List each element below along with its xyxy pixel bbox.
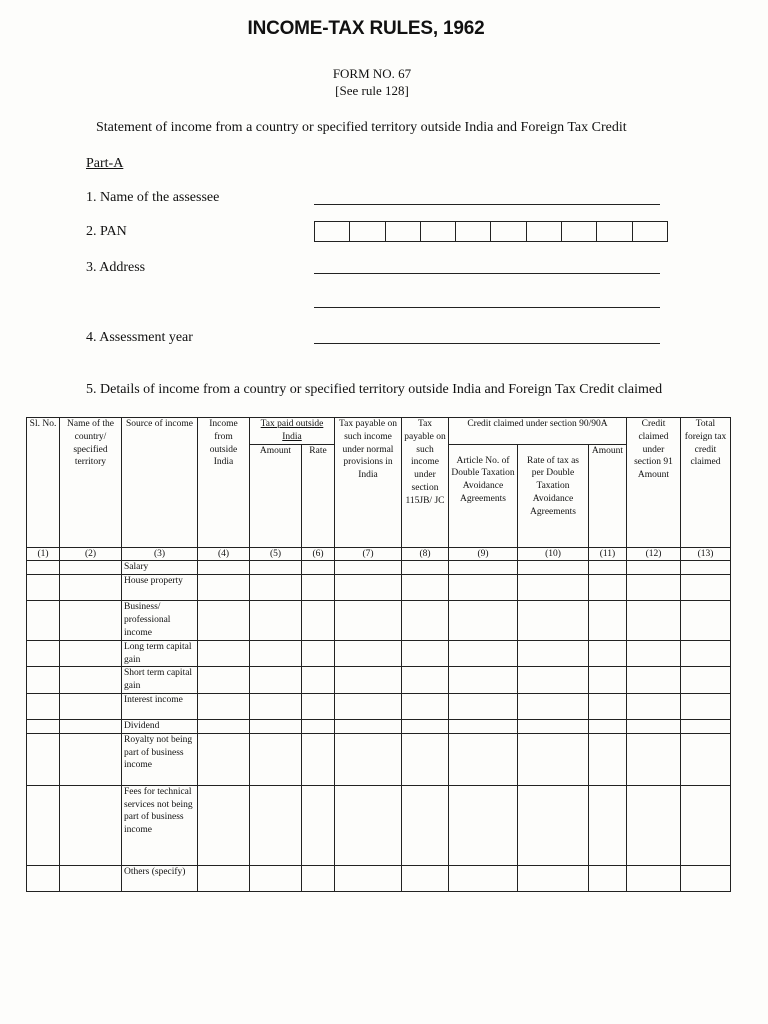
input-cell[interactable]: [589, 601, 627, 640]
pan-char-box[interactable]: [456, 222, 491, 241]
input-cell[interactable]: [250, 640, 302, 667]
form-statement: Statement of income from a country or specified territory outside India and Foreign Tax Credit: [96, 120, 627, 135]
input-cell[interactable]: [60, 640, 122, 667]
column-number: (11): [589, 547, 627, 561]
input-cell[interactable]: [589, 575, 627, 601]
source-label: Business/ professional income: [122, 601, 198, 640]
assessee-name-field[interactable]: [314, 204, 660, 205]
input-cell[interactable]: [198, 667, 250, 694]
source-label: Long term capital gain: [122, 640, 198, 667]
input-cell[interactable]: [627, 865, 681, 891]
table-row: [27, 601, 731, 640]
input-cell[interactable]: [402, 561, 449, 575]
input-cell[interactable]: [681, 601, 731, 640]
input-cell[interactable]: [250, 865, 302, 891]
source-label: Royalty not being part of business income: [122, 733, 198, 785]
input-cell[interactable]: [589, 561, 627, 575]
input-cell[interactable]: [27, 785, 60, 865]
input-cell[interactable]: [449, 865, 518, 891]
input-cell[interactable]: [681, 561, 731, 575]
source-label: Salary: [122, 561, 198, 575]
input-cell[interactable]: [518, 865, 589, 891]
input-cell[interactable]: [518, 785, 589, 865]
pan-char-box[interactable]: [491, 222, 526, 241]
header-credit-91: Credit claimed under section 91 Amount: [627, 418, 681, 548]
input-cell[interactable]: [60, 667, 122, 694]
table-row: [27, 785, 731, 865]
input-cell[interactable]: [302, 785, 335, 865]
input-cell[interactable]: [627, 601, 681, 640]
input-cell[interactable]: [250, 601, 302, 640]
input-cell[interactable]: [449, 667, 518, 694]
pan-label: 2. PAN: [86, 224, 127, 239]
column-number: (13): [681, 547, 731, 561]
input-cell[interactable]: [198, 561, 250, 575]
input-cell[interactable]: [335, 601, 402, 640]
input-cell[interactable]: [627, 719, 681, 733]
table-row: [27, 733, 731, 785]
header-source: Source of income: [122, 418, 198, 548]
input-cell[interactable]: [627, 693, 681, 719]
source-label: Fees for technical services not being part of business income: [122, 785, 198, 865]
pan-char-box[interactable]: [421, 222, 456, 241]
column-number: (6): [302, 547, 335, 561]
source-label: Others (specify): [122, 865, 198, 891]
source-label: Dividend: [122, 719, 198, 733]
input-cell[interactable]: [402, 693, 449, 719]
input-cell[interactable]: [402, 601, 449, 640]
pan-char-box[interactable]: [597, 222, 632, 241]
input-cell[interactable]: [449, 575, 518, 601]
column-number: (10): [518, 547, 589, 561]
pan-char-box[interactable]: [633, 222, 667, 241]
table-row: [27, 640, 731, 667]
input-cell[interactable]: [681, 733, 731, 785]
column-number: (1): [27, 547, 60, 561]
part-a-heading: Part-A: [86, 156, 124, 171]
table-row: [27, 865, 731, 891]
input-cell[interactable]: [449, 640, 518, 667]
input-cell[interactable]: [335, 693, 402, 719]
input-cell[interactable]: [589, 667, 627, 694]
pan-char-box[interactable]: [350, 222, 385, 241]
input-cell[interactable]: [198, 693, 250, 719]
input-cell[interactable]: [518, 561, 589, 575]
input-cell[interactable]: [198, 865, 250, 891]
input-cell[interactable]: [27, 733, 60, 785]
input-cell[interactable]: [518, 693, 589, 719]
input-cell[interactable]: [302, 640, 335, 667]
input-cell[interactable]: [250, 693, 302, 719]
input-cell[interactable]: [302, 693, 335, 719]
input-cell[interactable]: [681, 575, 731, 601]
column-number: (9): [449, 547, 518, 561]
input-cell[interactable]: [627, 733, 681, 785]
input-cell[interactable]: [335, 719, 402, 733]
input-cell[interactable]: [250, 561, 302, 575]
input-cell[interactable]: [27, 693, 60, 719]
input-cell[interactable]: [449, 601, 518, 640]
input-cell[interactable]: [60, 785, 122, 865]
address-line-1[interactable]: [314, 273, 660, 274]
input-cell[interactable]: [198, 785, 250, 865]
input-cell[interactable]: [589, 719, 627, 733]
input-cell[interactable]: [335, 667, 402, 694]
input-cell[interactable]: [27, 561, 60, 575]
input-cell[interactable]: [335, 640, 402, 667]
input-cell[interactable]: [60, 733, 122, 785]
assessment-year-label: 4. Assessment year: [86, 330, 193, 345]
header-credit-amount: Amount: [589, 444, 627, 547]
column-number: (8): [402, 547, 449, 561]
assessment-year-field[interactable]: [314, 343, 660, 344]
input-cell[interactable]: [589, 865, 627, 891]
input-cell[interactable]: [335, 575, 402, 601]
input-cell[interactable]: [250, 719, 302, 733]
input-cell[interactable]: [518, 601, 589, 640]
table-row: [27, 561, 731, 575]
input-cell[interactable]: [302, 561, 335, 575]
input-cell[interactable]: [60, 693, 122, 719]
input-cell[interactable]: [27, 640, 60, 667]
column-number: (5): [250, 547, 302, 561]
header-total: Total foreign tax credit claimed: [681, 418, 731, 548]
document-title: INCOME-TAX RULES, 1962: [247, 18, 485, 39]
input-cell[interactable]: [627, 575, 681, 601]
input-cell[interactable]: [198, 640, 250, 667]
header-country: Name of the country/ specified territory: [60, 418, 122, 548]
input-cell[interactable]: [627, 561, 681, 575]
input-cell[interactable]: [518, 719, 589, 733]
header-income: Income from outside India: [198, 418, 250, 548]
input-cell[interactable]: [302, 667, 335, 694]
input-cell[interactable]: [449, 693, 518, 719]
header-normal: Tax payable on such income under normal provisions in India: [335, 418, 402, 548]
input-cell[interactable]: [681, 865, 731, 891]
input-cell[interactable]: [402, 575, 449, 601]
table-row: [27, 575, 731, 601]
address-label: 3. Address: [86, 260, 146, 275]
input-cell[interactable]: [302, 601, 335, 640]
column-number: (3): [122, 547, 198, 561]
input-cell[interactable]: [518, 667, 589, 694]
input-cell[interactable]: [250, 733, 302, 785]
section5-title: 5. Details of income from a country or specified territory outside India and Foreign Tax Credit claimed: [86, 382, 663, 397]
input-cell[interactable]: [681, 719, 731, 733]
input-cell[interactable]: [335, 733, 402, 785]
input-cell[interactable]: [518, 733, 589, 785]
input-cell[interactable]: [681, 640, 731, 667]
form-number: FORM NO. 67: [332, 66, 412, 81]
input-cell[interactable]: [681, 693, 731, 719]
input-cell[interactable]: [250, 575, 302, 601]
input-cell[interactable]: [627, 640, 681, 667]
header-tax-paid: [250, 418, 335, 445]
column-number: (2): [60, 547, 122, 561]
header-rate: Rate: [302, 444, 335, 547]
input-cell[interactable]: [589, 733, 627, 785]
table-row: [27, 667, 731, 694]
pan-field[interactable]: [314, 221, 668, 242]
pan-char-box[interactable]: [386, 222, 421, 241]
input-cell[interactable]: [518, 640, 589, 667]
header-section115: Tax payable on such income under section 115JB/ JC: [402, 418, 449, 548]
input-cell[interactable]: [60, 575, 122, 601]
input-cell[interactable]: [302, 733, 335, 785]
header-article: Article No. of Double Taxation Avoidance Agreements: [449, 444, 518, 547]
input-cell[interactable]: [60, 865, 122, 891]
input-cell[interactable]: [449, 561, 518, 575]
input-cell[interactable]: [449, 719, 518, 733]
input-cell[interactable]: [589, 693, 627, 719]
input-cell[interactable]: [449, 785, 518, 865]
input-cell[interactable]: [335, 865, 402, 891]
input-cell[interactable]: [198, 733, 250, 785]
input-cell[interactable]: [449, 733, 518, 785]
input-cell[interactable]: [681, 667, 731, 694]
input-cell[interactable]: [250, 667, 302, 694]
input-cell[interactable]: [27, 575, 60, 601]
input-cell[interactable]: [27, 865, 60, 891]
input-cell[interactable]: [250, 785, 302, 865]
header-rate-dtaa: Rate of tax as per Double Taxation Avoidance Agreements: [518, 444, 589, 547]
input-cell[interactable]: [402, 785, 449, 865]
assessee-name-label: 1. Name of the assessee: [86, 190, 220, 205]
column-number: (4): [198, 547, 250, 561]
input-cell[interactable]: [627, 667, 681, 694]
input-cell[interactable]: [302, 865, 335, 891]
address-line-2[interactable]: [314, 307, 660, 308]
input-cell[interactable]: [627, 785, 681, 865]
input-cell[interactable]: [27, 601, 60, 640]
input-cell[interactable]: [60, 719, 122, 733]
input-cell[interactable]: [198, 575, 250, 601]
input-cell[interactable]: [589, 640, 627, 667]
source-label: Interest income: [122, 693, 198, 719]
table-row: [27, 693, 731, 719]
input-cell[interactable]: [302, 719, 335, 733]
input-cell[interactable]: [198, 601, 250, 640]
input-cell[interactable]: [60, 561, 122, 575]
input-cell[interactable]: [27, 667, 60, 694]
input-cell[interactable]: [60, 601, 122, 640]
income-details-table: [26, 417, 731, 892]
header-tax-paid-label: Tax paid outside India: [260, 419, 324, 442]
input-cell[interactable]: [302, 575, 335, 601]
header-sl-no: Sl. No.: [27, 418, 60, 548]
header-amount: Amount: [250, 444, 302, 547]
column-number-row: [27, 547, 731, 561]
table-row: [27, 719, 731, 733]
header-credit-90: Credit claimed under section 90/90A: [449, 418, 627, 445]
column-number: (12): [627, 547, 681, 561]
input-cell[interactable]: [27, 719, 60, 733]
input-cell[interactable]: [518, 575, 589, 601]
input-cell[interactable]: [335, 785, 402, 865]
rule-reference: [See rule 128]: [335, 83, 409, 98]
source-label: House property: [122, 575, 198, 601]
input-cell[interactable]: [402, 733, 449, 785]
pan-char-box[interactable]: [527, 222, 562, 241]
input-cell[interactable]: [335, 561, 402, 575]
input-cell[interactable]: [402, 719, 449, 733]
input-cell[interactable]: [402, 640, 449, 667]
column-number: (7): [335, 547, 402, 561]
input-cell[interactable]: [589, 785, 627, 865]
source-label: Short term capital gain: [122, 667, 198, 694]
input-cell[interactable]: [402, 667, 449, 694]
pan-char-box[interactable]: [315, 222, 350, 241]
pan-char-box[interactable]: [562, 222, 597, 241]
input-cell[interactable]: [681, 785, 731, 865]
input-cell[interactable]: [198, 719, 250, 733]
input-cell[interactable]: [402, 865, 449, 891]
